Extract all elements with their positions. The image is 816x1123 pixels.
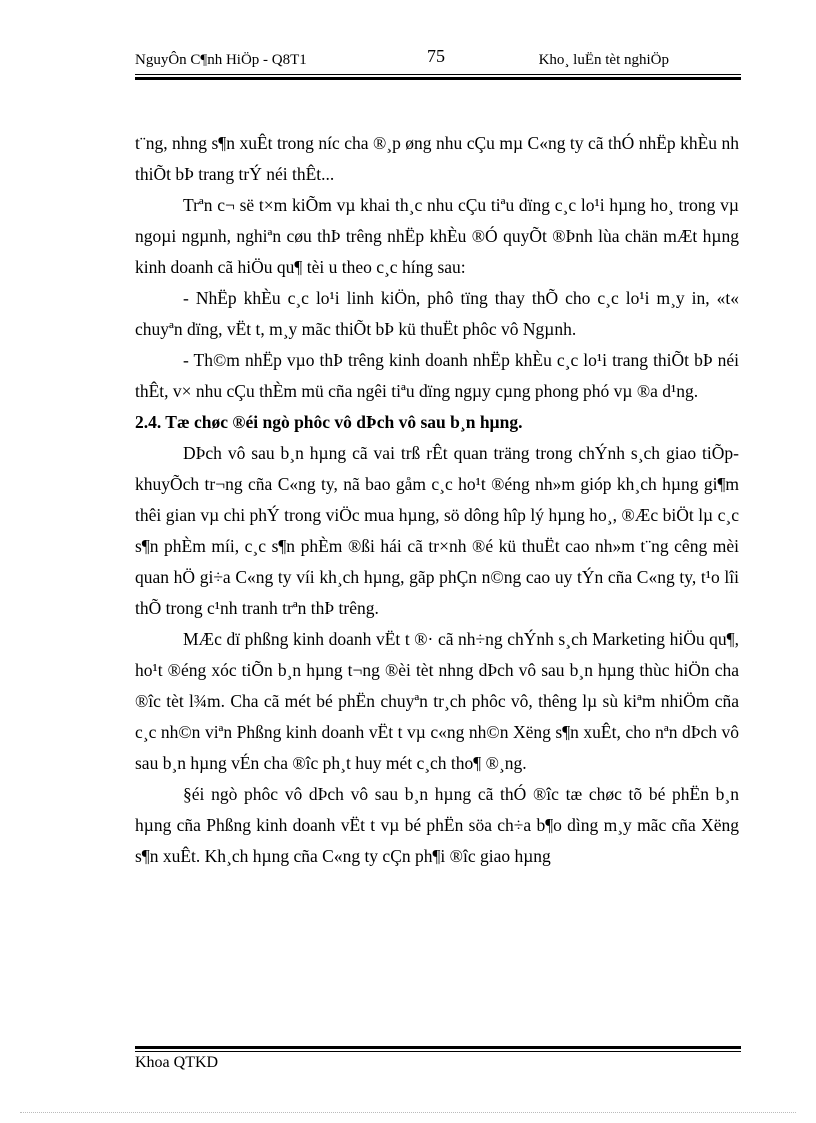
paragraph-3: - NhËp khÈu c¸c lo¹i linh kiÖn, phô tïng thay thÕ cho c¸c lo¹i m¸y in, «t« chuyªn dïng, vËt t, m¸y mãc thiÕt bÞ kü thuËt phôc vô Ngµnh. [135,288,739,339]
header-rule-thick [135,77,741,80]
footer-rule-thin [135,1051,741,1052]
page-header [135,48,741,72]
paragraph-7: §éi ngò phôc vô dÞch vô sau b¸n hµng cã thÓ ®îc tæ chøc tõ bé phËn b¸n hµng cña Phßng kinh doanh vËt t vµ bé phËn söa ch÷a b¶o dìng m¸y mãc cña Xëng s¶n xuÊt. Kh¸ch hµng cña C«ng ty cÇn ph¶i ®îc giao hµng [135,784,739,866]
page-body [135,128,739,872]
section-heading: 2.4. Tæ chøc ®éi ngò phôc vô dÞch vô sau b¸n hµng. [135,412,523,432]
header-author: NguyÔn C¶nh HiÖp - Q8T1 [135,52,307,68]
paragraph-5: DÞch vô sau b¸n hµng cã vai trß rÊt quan träng trong chÝnh s¸ch giao tiÕp- khuyÕch tr¬ng cña C«ng ty, nã bao gåm c¸c ho¹t ®éng nh»m gióp kh¸ch hµng gi¶m thêi gian vµ chi phÝ trong viÖc mua hµng, sö dông hîp lý hµng ho¸, ®Æc biÖt lµ c¸c s¶n phÈm míi, c¸c s¶n phÈm ®ßi hái cã tr×nh ®é kü thuËt cao nh»m t¨ng cêng mèi quan hÖ gi÷a C«ng ty víi kh¸ch hµng, gãp phÇn n©ng cao uy tÝn cña C«ng ty, t¹o lîi thÕ trong c¹nh tranh trªn thÞ trêng. [135,443,739,618]
paragraph-6: MÆc dï phßng kinh doanh vËt t ®· cã nh÷ng chÝnh s¸ch Marketing hiÖu qu¶, ho¹t ®éng xóc tiÕn b¸n hµng t¬ng ®èi tèt nhng dÞch vô sau b¸n hµng thùc hiÖn cha ®îc tèt l¾m. Cha cã mét bé phËn chuyªn tr¸ch phôc vô, thêng lµ sù kiªm nhiÖm cña c¸c nh©n viªn Phßng kinh doanh vËt t vµ c«ng nh©n Xëng s¶n xuÊt, cho nªn dÞch vô sau b¸n hµng vÉn cha ®îc ph¸t huy mét c¸ch tho¶ ®¸ng. [135,629,739,773]
paragraph-1: t¨ng, nhng s¶n xuÊt trong níc cha ®¸p øng nhu cÇu mµ C«ng ty cã thÓ nhËp khÈu nh thiÕt bÞ trang trÝ néi thÊt... [135,133,739,184]
page-number: 75 [427,46,445,66]
header-rule-thin [135,74,741,75]
header-doc-title: Kho¸ luËn tèt nghiÖp [538,52,669,68]
paragraph-4: - Th©m nhËp vµo thÞ trêng kinh doanh nhËp khÈu c¸c lo¹i trang thiÕt bÞ néi thÊt, v× nhu cÇu thÈm mü cña ngêi tiªu dïng ngµy cµng phong phó vµ ®a d¹ng. [135,350,739,401]
footer-rule-thick [135,1046,741,1049]
paragraph-2: Trªn c¬ së t×m kiÕm vµ khai th¸c nhu cÇu tiªu dïng c¸c lo¹i hµng ho¸ trong vµ ngoµi ngµnh, nghiªn cøu thÞ trêng nhËp khÈu ®Ó quyÕt ®Þnh lùa chän mÆt hµng kinh doanh cã hiÖu qu¶ tèi u theo c¸c híng sau: [135,195,739,277]
page-footer: Khoa QTKD [135,1054,219,1071]
page-edge-dotted-line [20,1112,796,1113]
